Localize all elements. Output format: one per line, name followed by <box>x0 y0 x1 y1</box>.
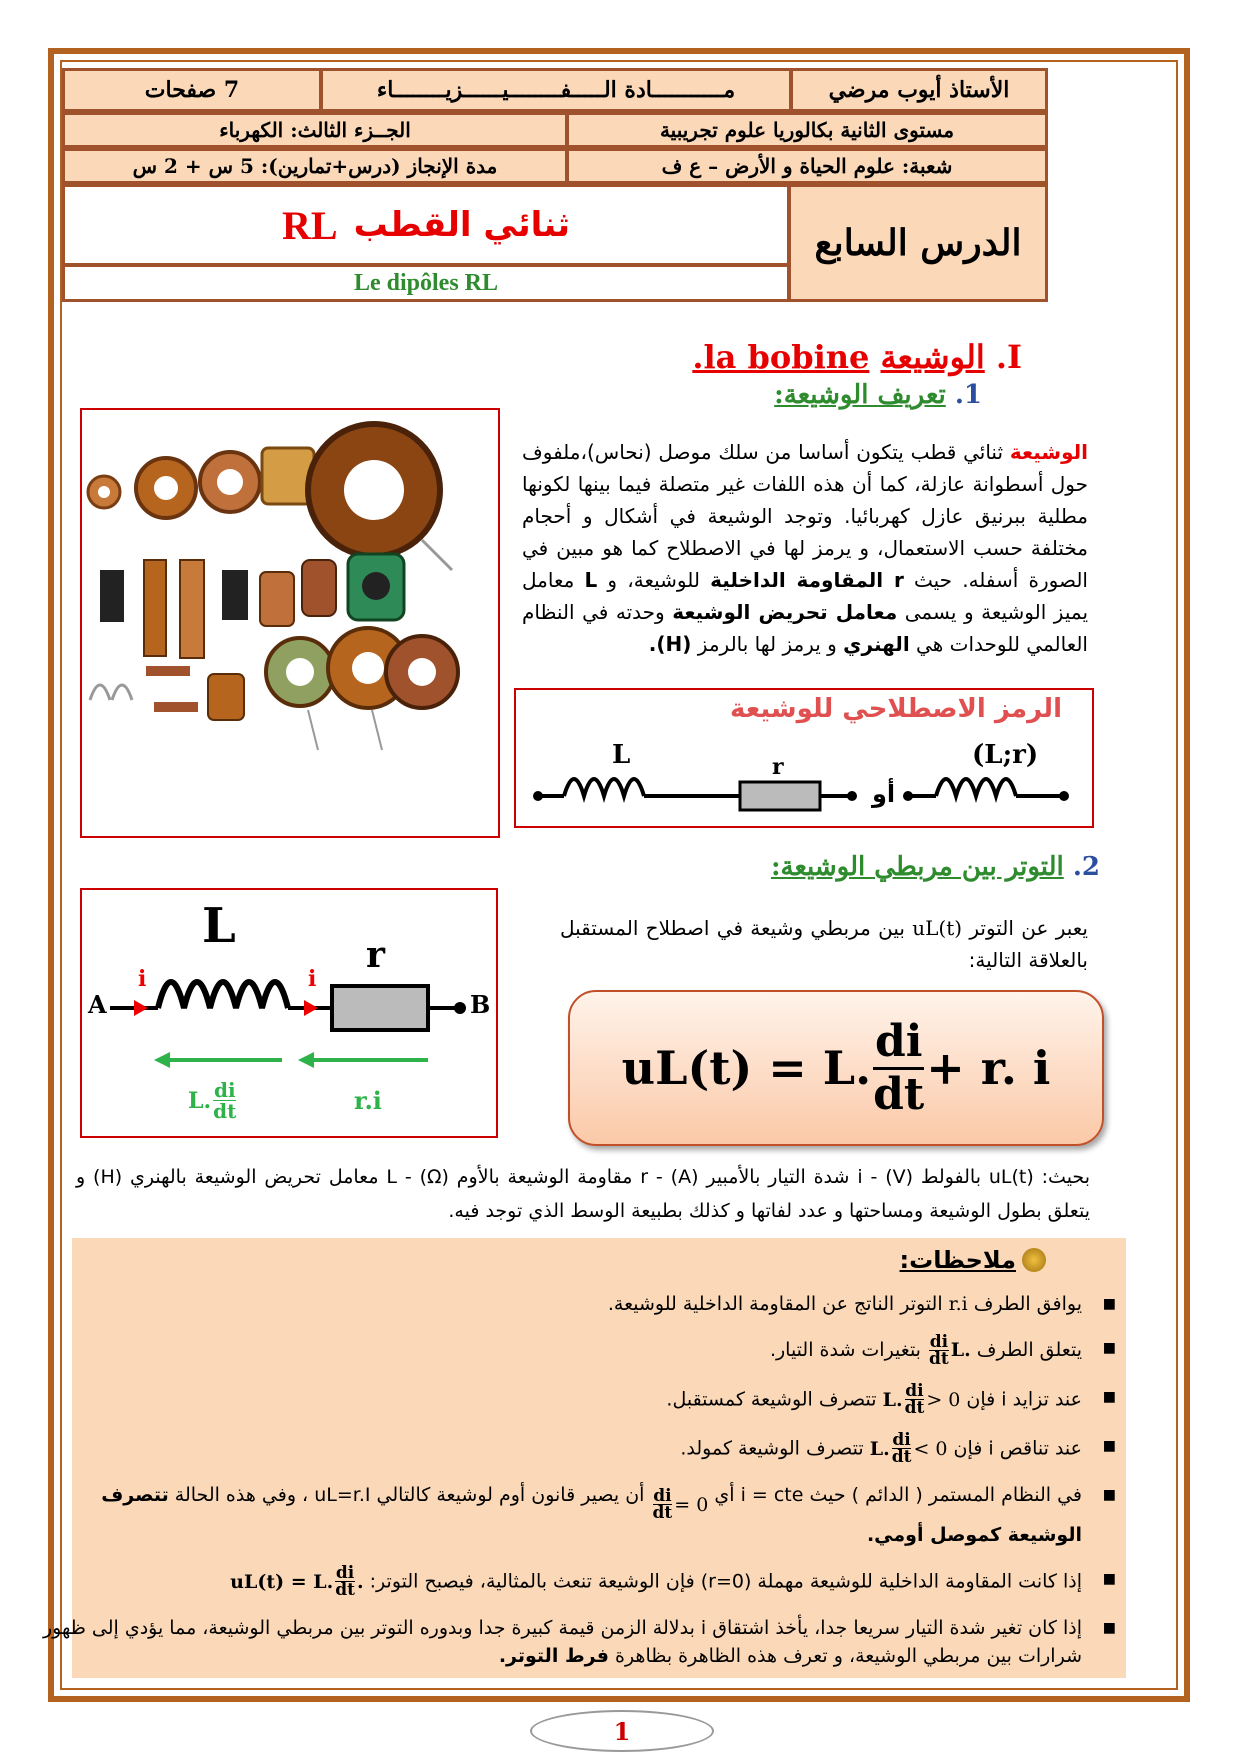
notes-box <box>42 1238 1126 1678</box>
note-6-pre: إذا كانت المقاومة الداخلية للوشيعة مهملة (r=0) فإن الوشيعة تنعث بالمثالية، فيصبح التوتر: <box>363 1570 1082 1593</box>
symbol-label-lr: (L;r) <box>972 740 1039 770</box>
definition-r: r <box>893 568 904 592</box>
formula-rhs: + r. i <box>926 1041 1051 1095</box>
circuit-fraction <box>213 1080 236 1121</box>
subsection-1-heading <box>774 380 982 410</box>
voltage-text-2: بين مربطي وشيعة في اصطلاح المستقبل بالعلاقة التالية: <box>560 916 1088 972</box>
definition-L: L <box>584 568 598 592</box>
note-5-expr <box>651 1488 709 1521</box>
frac-den: dt <box>335 1580 355 1600</box>
note-item <box>42 1290 1082 1318</box>
note-5-mid: = 0 <box>674 1493 709 1516</box>
note-2-math: L. <box>950 1339 971 1361</box>
note-6-frac <box>335 1565 355 1598</box>
note-5-bold: تتصرف الوشيعة كموصل أومي. <box>101 1484 1082 1546</box>
circuit-svg <box>82 890 496 1136</box>
definition-text-8: و يرمز لها بالرمز <box>691 632 844 656</box>
main-formula <box>622 1017 1051 1120</box>
note-1-math: r.i <box>948 1293 968 1315</box>
note-1-post: التوتر الناتج عن المقاومة الداخلية للوشيعة. <box>607 1293 949 1315</box>
formula-num: di <box>873 1017 924 1070</box>
section-1-num: I. <box>995 338 1022 376</box>
frac-den: dt <box>891 1447 912 1467</box>
circuit-diagram <box>80 888 498 1138</box>
circuit-label-L-prefix: L. <box>188 1087 212 1114</box>
note-2-post: بتغيرات شدة التيار. <box>769 1339 928 1361</box>
definition-text-2: المقاومة الداخلية <box>710 568 894 592</box>
note-2-frac <box>929 1334 949 1367</box>
frac-num: di <box>335 1563 355 1583</box>
definition-text-5: معامل تحريض الوشيعة <box>672 600 898 624</box>
frac-den: dt <box>929 1349 949 1369</box>
definition-text-4: معامل يميز الوشيعة و يسمى <box>522 568 1089 624</box>
frac-den: dt <box>652 1503 673 1523</box>
note-4-frac <box>892 1432 912 1465</box>
header-part <box>62 112 568 148</box>
section-1-title-ar: الوشيعة <box>880 338 985 376</box>
circuit-label-L: L <box>202 898 236 954</box>
circuit-current-i2: i <box>308 966 317 992</box>
subsection-2-heading <box>771 852 1100 882</box>
page-number: 1 <box>530 1710 714 1752</box>
note-5-pre: في النظام المستمر ( الدائم ) حيث i = cte أي <box>708 1484 1082 1506</box>
voltage-ul: uL(t) <box>912 916 963 940</box>
note-item <box>42 1432 1082 1465</box>
note-6-expr <box>230 1565 363 1598</box>
definition-text-3: للوشيعة، و <box>597 568 711 592</box>
level-text: مستوى الثانية بكالوريا علوم تجريبية <box>659 118 955 142</box>
duration-text: مدة الإنجاز (درس+تمارين): 5 س + 2 س <box>132 154 498 178</box>
note-4-math: L. <box>869 1437 890 1460</box>
header-subject <box>320 68 792 112</box>
subsection-1-num: 1. <box>954 380 982 410</box>
frac-num: di <box>892 1430 911 1450</box>
formula-fraction <box>873 1017 924 1120</box>
note-6-math: uL(t) = L. <box>230 1570 334 1593</box>
note-item <box>42 1383 1082 1416</box>
title-box <box>62 184 790 266</box>
subsection-2-num: 2. <box>1072 852 1100 882</box>
circuit-label-Ldidt <box>188 1080 238 1121</box>
formula-den: dt <box>873 1068 925 1120</box>
note-3-frac <box>905 1383 925 1416</box>
symbol-or: أو <box>872 780 896 808</box>
note-3-expr <box>883 1383 961 1416</box>
circuit-frac-den: dt <box>213 1099 237 1123</box>
note-1-pre: يوافق الطرف <box>967 1293 1082 1315</box>
definition-paragraph <box>522 436 1088 660</box>
definition-text-7: الهنري <box>843 632 910 656</box>
formula-box <box>568 990 1104 1146</box>
circuit-label-r: r <box>366 934 385 976</box>
header-level <box>566 112 1048 148</box>
note-7-pre: إذا كان تغير شدة التيار سريعا جدا، يأخذ اشتقاق i بدلالة الزمن قيمة كبيرة جدا وبدوره التوتر بين مربطي الوشيعة، مما يؤدي إلى ظهور شرارات بين مربطي الوشيعة، و تعرف هذه الظاهرة بظاهرة <box>42 1617 1082 1667</box>
circuit-label-A: A <box>88 990 107 1019</box>
note-6-post: . <box>356 1570 364 1593</box>
coils-illustration <box>82 410 498 836</box>
note-item <box>42 1614 1082 1670</box>
lesson-box <box>788 184 1048 302</box>
note-item <box>42 1481 1082 1549</box>
note-item <box>42 1565 1082 1598</box>
frac-num: di <box>905 1381 924 1401</box>
note-4-expr <box>870 1432 948 1465</box>
subject-name: مـــــــــــادة الـــــفــــــــيــــــزيــــــــاء <box>376 77 736 103</box>
header-duration <box>62 148 568 184</box>
voltage-text-1: يعبر عن التوتر <box>962 916 1088 940</box>
teacher-name: الأستاذ أيوب مرضي <box>828 77 1010 103</box>
subtitle: Le dipôles RL <box>353 269 499 296</box>
circuit-label-ri: r.i <box>354 1086 382 1115</box>
note-3-pre: عند تزايد i فإن <box>960 1388 1082 1411</box>
note-3-math: L. <box>882 1388 903 1411</box>
part-text: الجــزء الثالث: الكهرباء <box>219 118 411 142</box>
units-explanation: بحيث: uL(t) بالفولط (V) - i شدة التيار بالأمبير (A) - r مقاومة الوشيعة بالأوم (Ω) - L معامل تحريض الوشيعة بالهنري (H) و يتعلق بطول الوشيعة ومساحتها و عدد لفاتها و كذلك بطبيعة الوسط الذي توجد فيه. <box>76 1166 1090 1222</box>
frac-num: di <box>929 1332 949 1352</box>
symbol-label-r: r <box>772 754 784 780</box>
note-item <box>42 1334 1082 1367</box>
note-5-post: أن يصير قانون أوم لوشيعة كالتالي uL=r.I ، وفي هذه الحالة <box>168 1484 651 1506</box>
note-4-mid: < 0 <box>913 1437 948 1460</box>
circuit-label-B: B <box>470 990 491 1019</box>
frac-num: di <box>653 1486 672 1506</box>
note-5-frac <box>653 1488 673 1521</box>
subsection-1-title: تعريف الوشيعة: <box>774 380 946 410</box>
lesson-number: الدرس السابع <box>814 222 1022 264</box>
coin-icon <box>1022 1248 1046 1272</box>
notes-header <box>900 1246 1046 1274</box>
coils-photo <box>80 408 500 838</box>
note-2-pre: يتعلق الطرف <box>970 1339 1082 1361</box>
section-1-title-fr: la bobine. <box>692 338 870 376</box>
header-teacher <box>790 68 1048 112</box>
title-arabic: ثنائي القطب <box>353 205 570 245</box>
definition-text-6: وحدته في النظام العالمي للوحدات هي <box>522 600 1088 656</box>
definition-keyword: الوشيعة <box>1009 440 1088 464</box>
voltage-text <box>560 912 1088 976</box>
note-4-post: تتصرف الوشيعة كمولد. <box>680 1437 870 1460</box>
frac-den: dt <box>904 1398 925 1418</box>
note-3-mid: > 0 <box>926 1388 961 1411</box>
symbol-box <box>514 688 1094 828</box>
notes-list <box>32 1290 1126 1686</box>
title-rl: RL <box>282 202 338 248</box>
note-3-post: تتصرف الوشيعة كمستقبل. <box>666 1388 883 1411</box>
circuit-frac-num: di <box>213 1078 236 1102</box>
symbol-title: الرمز الاصطلاحي للوشيعة <box>729 694 1062 724</box>
branch-text: شعبة: علوم الحياة و الأرض – ع ف <box>661 154 953 178</box>
definition-text-1: ثنائي قطب يتكون أساسا من سلك موصل (نحاس)،ملفوف حول أسطوانة عازلة، كما أن هذه اللفات غير متصلة فيما بينها لكونها مطلية ببرنيق عازل كهربائيا. وتوجد الوشيعة في أشكال و أحجام مختلفة حسب الاستعمال، و يرمز لها في الاصطلاح كما هو مبين في الصورة أسفله. حيث <box>522 440 1088 592</box>
note-4-pre: عند تناقص i فإن <box>947 1437 1082 1460</box>
header-branch <box>566 148 1048 184</box>
symbol-label-L: L <box>612 740 631 770</box>
circuit-current-i1: i <box>138 966 147 992</box>
subsection-2-title: التوتر بين مربطي الوشيعة: <box>770 852 1064 882</box>
formula-lhs: uL(t) = L. <box>621 1041 872 1095</box>
header-pages <box>62 68 322 112</box>
section-1-heading <box>692 338 1022 376</box>
definition-text-9: (H). <box>648 632 692 656</box>
page-count: 7 صفحات <box>144 77 240 103</box>
subtitle-box <box>62 264 790 302</box>
note-7-bold: فرط التوتر. <box>498 1645 609 1667</box>
notes-title: ملاحظات: <box>899 1246 1016 1274</box>
